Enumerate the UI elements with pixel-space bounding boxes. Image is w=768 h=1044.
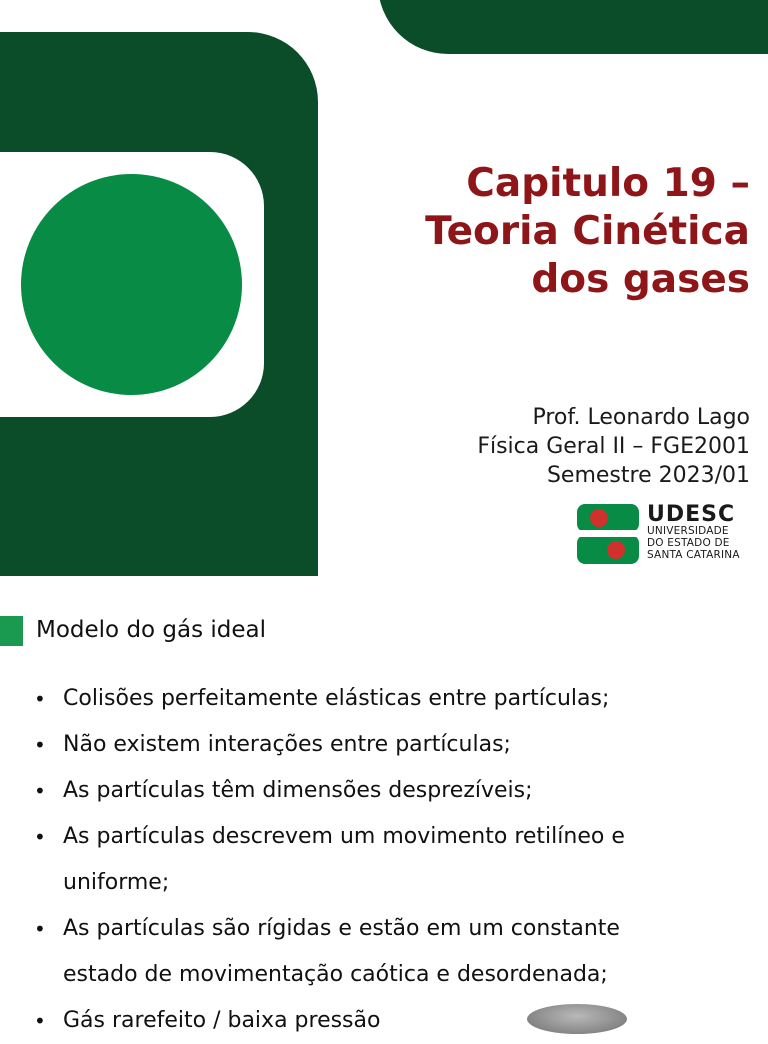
title-line: Teoria Cinética <box>425 209 750 254</box>
bullet-text: As partículas são rígidas e estão em um constante <box>63 916 620 941</box>
bullet-text: Colisões perfeitamente elásticas entre partículas; <box>63 686 610 711</box>
bullet-text: uniforme; <box>63 870 170 895</box>
bullet-text: estado de movimentação caótica e desordenada; <box>63 962 608 987</box>
bullet-dot-icon: • <box>34 779 46 803</box>
section-title: Modelo do gás ideal <box>36 617 267 643</box>
bullet-dot-icon: • <box>34 1009 46 1033</box>
udesc-emblem-icon <box>577 504 639 564</box>
course-name: Física Geral II – FGE2001 <box>477 434 750 459</box>
professor-name: Prof. Leonardo Lago <box>532 405 750 430</box>
title-line: dos gases <box>531 257 750 302</box>
bullet-text: Gás rarefeito / baixa pressão <box>63 1008 381 1033</box>
logo-name: UDESC <box>647 502 736 527</box>
bullet-dot-icon: • <box>34 917 46 941</box>
bullet-dot-icon: • <box>34 825 46 849</box>
bullet-dot-icon: • <box>34 687 46 711</box>
udesc-logo <box>577 504 752 564</box>
logo-subtitle-line: SANTA CATARINA <box>647 549 740 561</box>
bullet-text: Não existem interações entre partículas; <box>63 732 511 757</box>
bullet-text: As partículas têm dimensões desprezíveis; <box>63 778 533 803</box>
semester: Semestre 2023/01 <box>546 463 750 488</box>
logo-subtitle-line: UNIVERSIDADE <box>647 525 729 537</box>
slide-title <box>330 160 750 304</box>
bullet-dot-icon: • <box>34 733 46 757</box>
gas-cylinder-image <box>527 1004 627 1034</box>
section-marker <box>0 616 23 646</box>
green-circle <box>21 174 242 395</box>
logo-subtitle-line: DO ESTADO DE <box>647 537 730 549</box>
course-info <box>330 403 750 490</box>
bullet-text: As partículas descrevem um movimento retilíneo e <box>63 824 625 849</box>
top-green-tab <box>378 0 768 54</box>
title-line: Capitulo 19 – <box>466 161 750 206</box>
